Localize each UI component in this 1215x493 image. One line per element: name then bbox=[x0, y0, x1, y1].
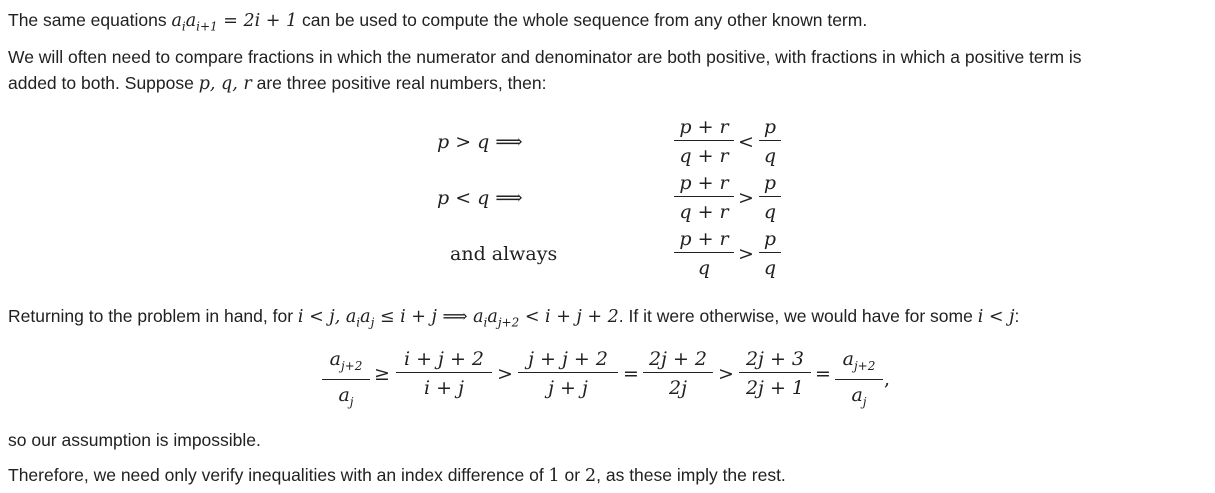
math-sub: i bbox=[483, 315, 488, 330]
math-sub: i bbox=[356, 315, 361, 330]
math: i < j, a bbox=[297, 307, 357, 327]
fraction: $\frac{2j + 3}{2j + 1}$ bbox=[739, 348, 811, 399]
punctuation: , bbox=[884, 368, 891, 390]
paragraph-compare bbox=[8, 44, 1082, 97]
math: < i + j + 2 bbox=[519, 307, 619, 327]
paragraph-assumption: so our assumption is impossible. bbox=[8, 430, 261, 450]
text: added to both. Suppose bbox=[8, 73, 199, 93]
fraction: $\frac{2j + 2}{2j}$ bbox=[643, 348, 713, 399]
math-a: a bbox=[171, 11, 182, 31]
condition-p-greater-q: p > q ⟹ bbox=[437, 131, 523, 153]
math: a bbox=[487, 307, 498, 327]
fraction: $\frac{p + r}{q + r}$ bbox=[674, 116, 734, 167]
text: can be used to compute the whole sequence from any other known term. bbox=[297, 10, 868, 30]
condition-always: and always bbox=[450, 243, 558, 265]
fraction: $\frac{p + r}{q + r}$ bbox=[674, 172, 734, 223]
math: ≤ i + j ⟹ a bbox=[374, 307, 484, 327]
operator: = bbox=[815, 363, 831, 385]
math: a bbox=[360, 307, 371, 327]
math-expression: = 2i + 1 bbox=[217, 11, 298, 31]
math-number: 1 bbox=[548, 466, 560, 486]
text: Therefore, we need only verify inequalities with an index difference of bbox=[8, 465, 549, 485]
fraction: $\frac{i + j + 2}{i + j}$ bbox=[396, 348, 492, 399]
text: : bbox=[1014, 306, 1020, 326]
fraction: $\frac{p}{q}$ bbox=[759, 116, 781, 167]
math: i < j bbox=[977, 307, 1015, 327]
paragraph-equations bbox=[8, 7, 867, 40]
operator: > bbox=[718, 363, 734, 385]
paragraph-therefore bbox=[8, 462, 786, 489]
text: are three positive real numbers, then: bbox=[251, 73, 547, 93]
operator: ≥ bbox=[374, 363, 390, 385]
text: Returning to the problem in hand, for bbox=[8, 306, 298, 326]
math-sub: j bbox=[370, 315, 375, 330]
math-number: 2 bbox=[584, 466, 597, 486]
condition-p-less-q: p < q ⟹ bbox=[437, 187, 523, 209]
fraction: $\frac{p}{q}$ bbox=[759, 228, 781, 279]
math-variables: p, q, r bbox=[198, 74, 252, 94]
operator: > bbox=[738, 187, 754, 209]
fraction-a-ratio: $\frac{a_{j+2}}{a_j}$ bbox=[322, 348, 370, 413]
math-sub: i+1 bbox=[196, 19, 218, 34]
fraction: $\frac{p + r}{q}$ bbox=[674, 228, 734, 279]
text: or bbox=[559, 465, 585, 485]
operator: < bbox=[738, 131, 754, 153]
math-sub: i bbox=[181, 19, 186, 34]
text-line: We will often need to compare fractions in which the numerator and denominator are both positive, with fractions in which a positive term is bbox=[8, 47, 1082, 67]
fraction: $\frac{j + j + 2}{j + j}$ bbox=[518, 348, 618, 399]
math-a: a bbox=[185, 11, 197, 31]
operator: = bbox=[623, 363, 639, 385]
fraction: $\frac{p}{q}$ bbox=[759, 172, 781, 223]
text: , as these imply the rest. bbox=[596, 465, 786, 485]
text: . If it were otherwise, we would have for some bbox=[618, 306, 978, 326]
operator: > bbox=[738, 243, 754, 265]
text: The same equations bbox=[8, 10, 172, 30]
math-sub: j+2 bbox=[497, 315, 520, 330]
operator: > bbox=[497, 363, 513, 385]
paragraph-returning bbox=[8, 303, 1019, 336]
fraction-a-ratio: $\frac{a_{j+2}}{a_j}$ bbox=[835, 348, 883, 413]
text-line bbox=[8, 70, 1082, 97]
